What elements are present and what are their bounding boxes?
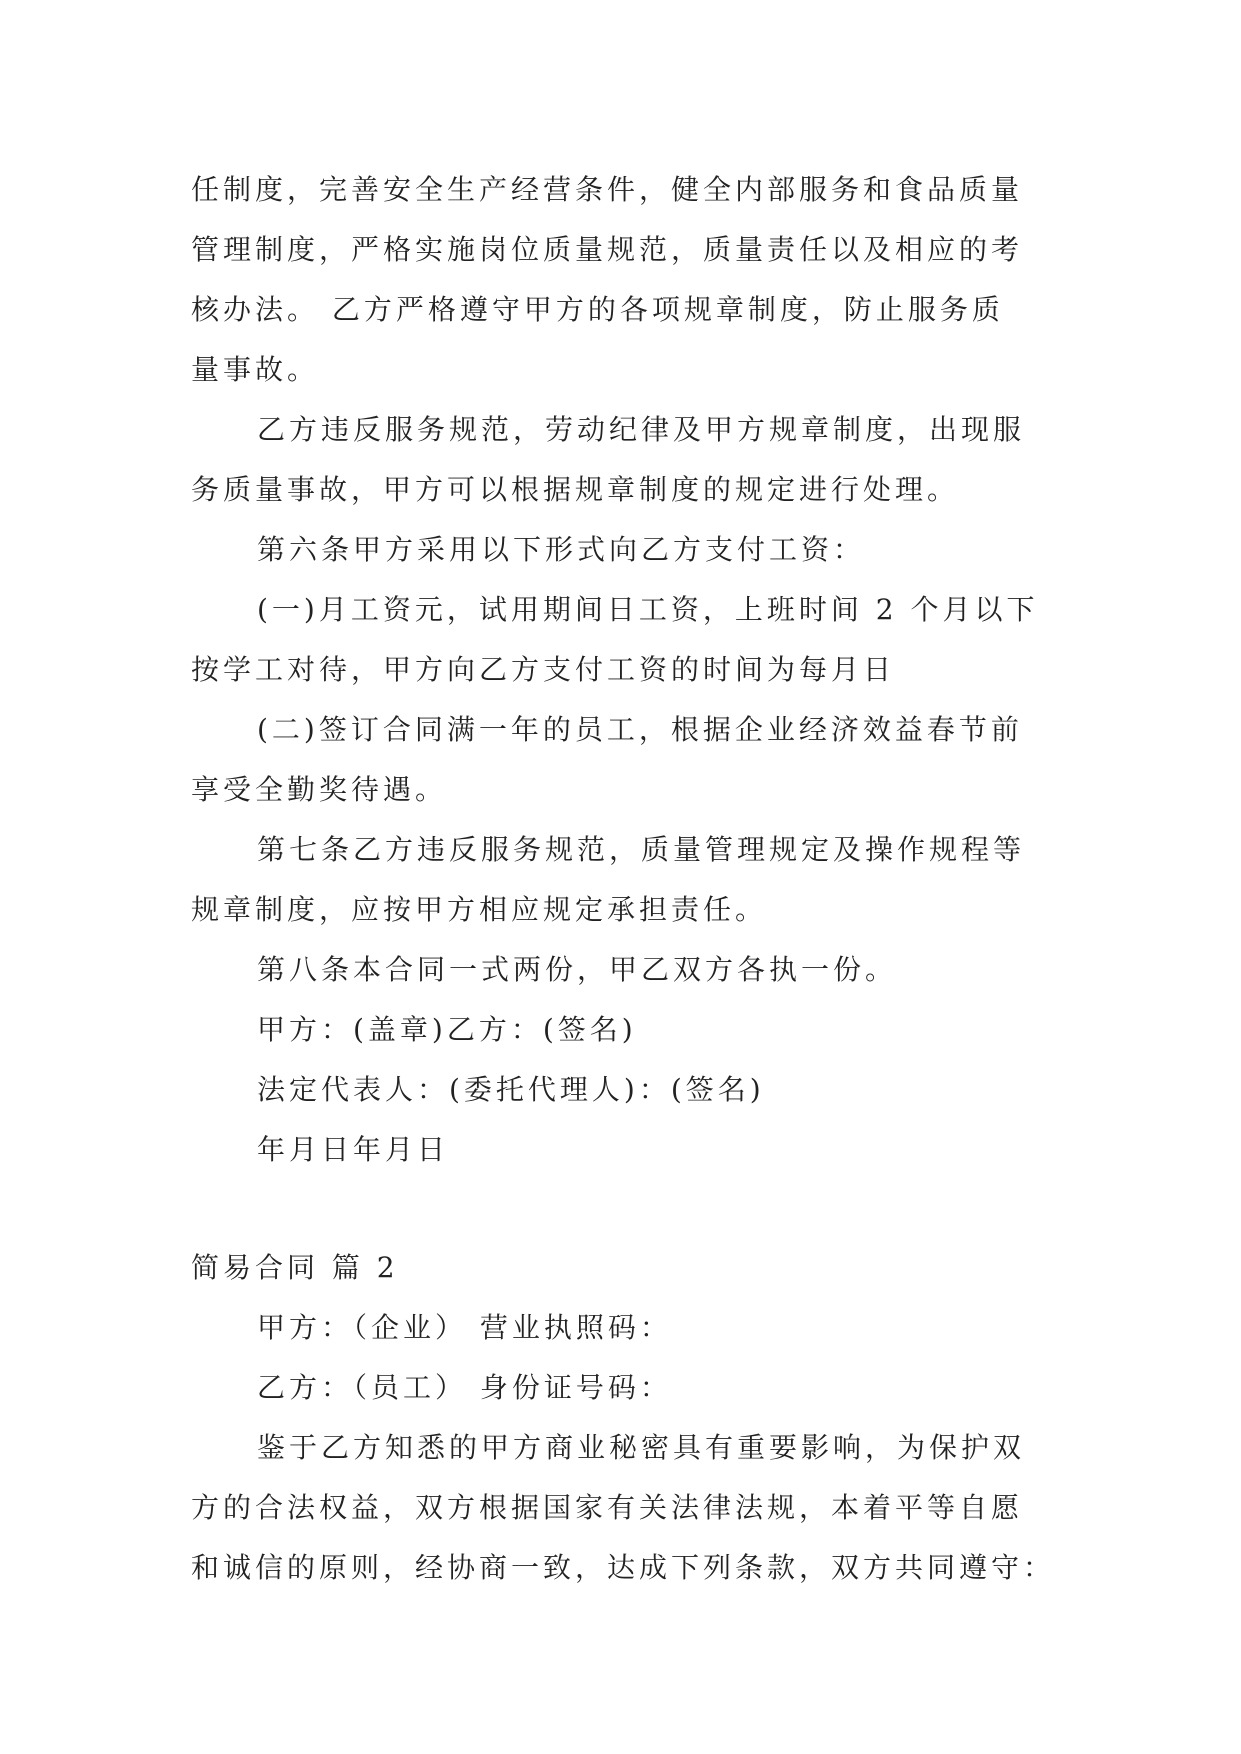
section-title: 简易合同 篇 2 (191, 1251, 399, 1284)
text-line: 规章制度，应按甲方相应规定承担责任。 (191, 893, 768, 926)
text-line: 鉴于乙方知悉的甲方商业秘密具有重要影响，为保护双 (257, 1431, 1026, 1464)
document-page (191, 160, 1061, 1598)
text-line: 按学工对待，甲方向乙方支付工资的时间为每月日 (191, 653, 896, 686)
text-line: 管理制度，严格实施岗位质量规范，质量责任以及相应的考 (191, 233, 1024, 266)
text-line: (二)签订合同满一年的员工，根据企业经济效益春节前 (257, 713, 1023, 746)
text-line: 享受全勤奖待遇。 (191, 773, 448, 806)
text-line: 方的合法权益，双方根据国家有关法律法规，本着平等自愿 (191, 1491, 1024, 1524)
signature-line: 甲方：(盖章)乙方：(签名) (257, 1013, 637, 1046)
text-line: 任制度，完善安全生产经营条件，健全内部服务和食品质量 (191, 173, 1024, 206)
article-heading: 第七条乙方违反服务规范，质量管理规定及操作规程等 (257, 833, 1026, 866)
text-line: 和诚信的原则，经协商一致，达成下列条款，双方共同遵守： (191, 1551, 1056, 1584)
article-heading: 第八条本合同一式两份，甲乙双方各执一份。 (257, 953, 898, 986)
text-line: 核办法。 乙方严格遵守甲方的各项规章制度，防止服务质 (191, 293, 1004, 326)
text-line: (一)月工资元，试用期间日工资，上班时间 2 个月以下 (257, 593, 1039, 626)
date-line: 年月日年月日 (257, 1133, 450, 1166)
article-heading: 第六条甲方采用以下形式向乙方支付工资： (257, 533, 866, 566)
party-line: 乙方：（员工） 身份证号码： (257, 1371, 672, 1404)
text-line: 乙方违反服务规范，劳动纪律及甲方规章制度，出现服 (257, 413, 1026, 446)
text-line: 量事故。 (191, 353, 320, 386)
party-line: 甲方：（企业） 营业执照码： (257, 1311, 672, 1344)
signature-line: 法定代表人：(委托代理人)：(签名) (257, 1073, 765, 1106)
text-line: 务质量事故，甲方可以根据规章制度的规定进行处理。 (191, 473, 960, 506)
section-gap (191, 1180, 1061, 1238)
